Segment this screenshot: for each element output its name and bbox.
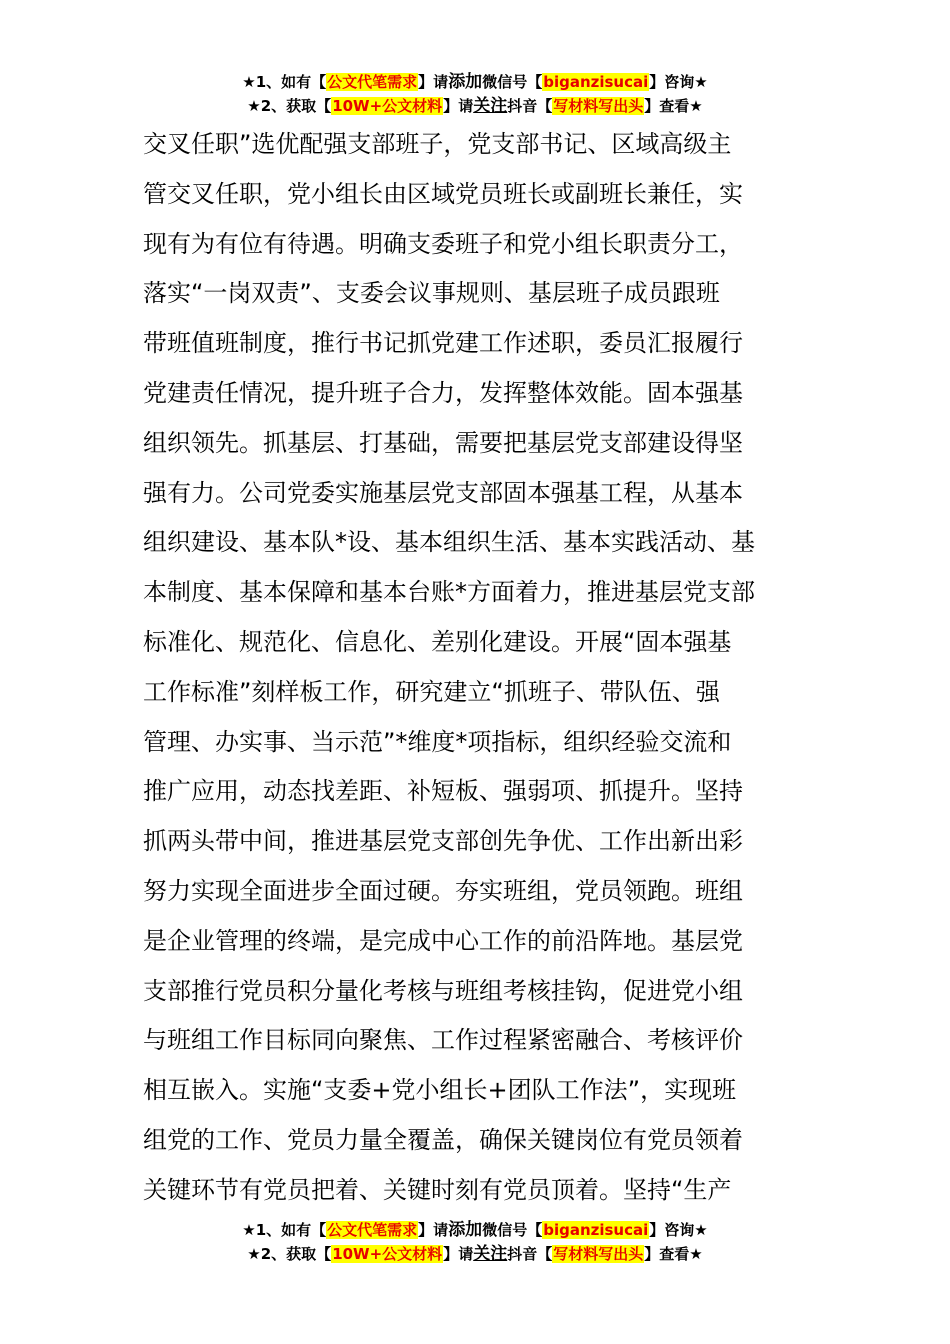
body-line: 现有为有位有待遇。明确支委班子和党小组长职责分工， <box>143 229 743 258</box>
footer-banner <box>0 1218 950 1266</box>
body-line: 相互嵌入。实施“支委+党小组长+团队工作法”，实现班 <box>143 1076 737 1105</box>
body-line: 组织领先。抓基层、打基础，需要把基层党支部建设得坚 <box>143 428 743 457</box>
body-line: 支部推行党员积分量化考核与班组考核挂钩，促进党小组 <box>143 976 743 1005</box>
body-line: 本制度、基本保障和基本台账*方面着力，推进基层党支部 <box>143 578 755 607</box>
body-line: 落实“一岗双责”、支委会议事规则、基层班子成员跟班 <box>143 279 720 308</box>
body-line: 管理、办实事、当示范”*维度*项指标，组织经验交流和 <box>143 727 732 756</box>
body-line: 推广应用，动态找差距、补短板、强弱项、抓提升。坚持 <box>143 777 743 806</box>
banner-line-2: ★2、获取【10W+公文材料】请关注抖音【写材料写出头】查看★ <box>247 1244 703 1264</box>
document-body <box>143 120 813 1216</box>
body-line: 抓两头带中间，推进基层党支部创先争优、工作出新出彩 <box>143 827 743 856</box>
body-line: 带班值班制度，推行书记抓党建工作述职，委员汇报履行 <box>143 329 743 358</box>
highlight-materials: 10W+公文材料 <box>332 97 443 115</box>
highlight-douyin: 写材料写出头 <box>553 1245 644 1263</box>
header-banner <box>0 70 950 118</box>
highlight-service: 公文代笔需求 <box>327 1221 418 1239</box>
highlight-materials: 10W+公文材料 <box>332 1245 443 1263</box>
highlight-wechat-id: biganzisucai <box>543 73 649 91</box>
body-line: 与班组工作目标同向聚焦、工作过程紧密融合、考核评价 <box>143 1026 743 1055</box>
body-line: 强有力。公司党委实施基层党支部固本强基工程，从基本 <box>143 478 743 507</box>
body-line: 工作标准”刻样板工作，研究建立“抓班子、带队伍、强 <box>143 677 720 706</box>
banner-line-1: ★1、如有【公文代笔需求】请添加微信号【biganzisucai】咨询★ <box>242 1220 708 1240</box>
body-line: 标准化、规范化、信息化、差别化建设。开展“固本强基 <box>143 627 732 656</box>
highlight-service: 公文代笔需求 <box>327 73 418 91</box>
body-line: 组织建设、基本队*设、基本组织生活、基本实践活动、基 <box>143 528 755 557</box>
highlight-douyin: 写材料写出头 <box>553 97 644 115</box>
body-line: 组党的工作、党员力量全覆盖，确保关键岗位有党员领着 <box>143 1125 743 1154</box>
body-line: 是企业管理的终端，是完成中心工作的前沿阵地。基层党 <box>143 926 743 955</box>
body-line: 努力实现全面进步全面过硬。夯实班组，党员领跑。班组 <box>143 876 743 905</box>
highlight-wechat-id: biganzisucai <box>543 1221 649 1239</box>
body-line: 党建责任情况，提升班子合力，发挥整体效能。固本强基 <box>143 378 743 407</box>
body-line: 交叉任职”选优配强支部班子，党支部书记、区域高级主 <box>143 130 732 158</box>
body-line: 关键环节有党员把着、关键时刻有党员顶着。坚持“生产 <box>143 1175 732 1204</box>
banner-line-2: ★2、获取【10W+公文材料】请关注抖音【写材料写出头】查看★ <box>247 96 703 116</box>
banner-line-1: ★1、如有【公文代笔需求】请添加微信号【biganzisucai】咨询★ <box>242 72 708 92</box>
body-line: 管交叉任职，党小组长由区域党员班长或副班长兼任，实 <box>143 179 743 208</box>
